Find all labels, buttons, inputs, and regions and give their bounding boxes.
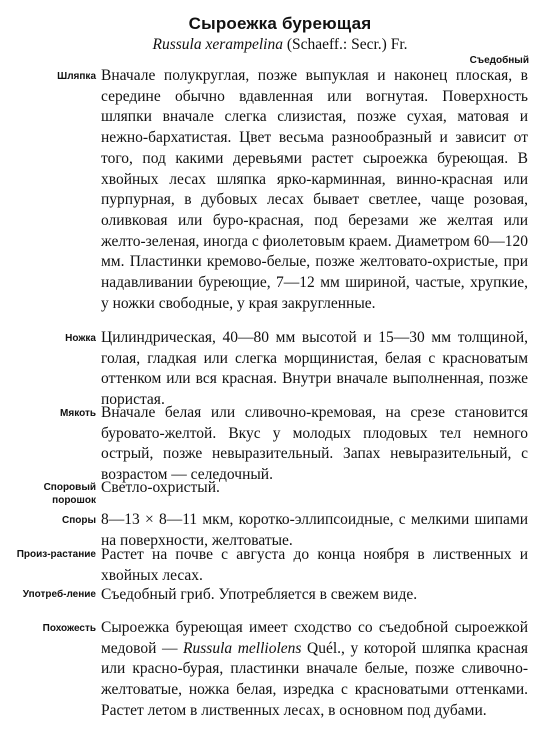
species-title: Сыроежка буреющая	[188, 14, 372, 33]
section-label: Споровый порошок	[43, 482, 96, 506]
section-text: Растет на почве с августа до конца ноября в лиственных и хвойных лесах.	[101, 546, 528, 584]
section-label: Мякоть	[60, 408, 96, 419]
section-text	[101, 618, 528, 722]
section-text: Съедобный гриб. Употребляется в свежем виде.	[101, 586, 418, 603]
section-text: Светло-охристый.	[101, 479, 220, 496]
latin-authority: (Schaeff.: Secr.) Fr.	[282, 36, 408, 53]
section-label: Шляпка	[57, 71, 96, 82]
similar-species-latin: Russula melliolens	[183, 639, 302, 657]
section-text: Вначале белая или сливочно-кремовая, на срезе становится буровато-желтой. Вкус у молодых плодовых тел немного острый, позже невыразительный. Запах невыразительный, с возрастом — селедочный.	[101, 404, 528, 484]
section-text: Вначале полукруглая, позже выпуклая и наконец плоская, в середине обычно вдавленная или вогнутая. Поверхность шляпки вначале слегка слизистая, позже сухая, матовая и нежно-бархатистая. Цвет весьма разнообразный и зависит от того, под какими деревьями растет сыроежка буреющая. В хвойных лесах шляпка ярко-карминная, винно-красная или пурпурная, в дубовых лесах бывает светлее, чаще розовая, оливковая или буро-красная, под березами же желтая или желто-зеленая, иногда с фиолетовым краем. Диаметром 60—120 мм. Пластинки кремово-белые, позже желтовато-охристые, при надавливании буреющие, 7—12 мм шириной, частые, хрупкие, у ножки свободные, у края закругленные.	[101, 67, 528, 312]
section-text: Цилиндрическая, 40—80 мм высотой и 15—30 мм толщиной, голая, гладкая или слегка морщинистая, белая с красноватым оттенком или вся красная. Внутри вначале выполненная, позже пористая.	[101, 329, 528, 409]
section-label: Употреб-ление	[22, 589, 96, 600]
latin-name-line	[0, 36, 560, 54]
section-label: Произ-растание	[16, 549, 96, 560]
edibility-tag: Съедобный	[469, 55, 529, 66]
similarity-text-after: Quél., у которой шляпка красная или красно-бурая, пластинки вначале белые, позже сливочно-желтоватые, ножка белая, изредка с красноватыми оттенками. Растет летом в лиственных лесах, в основном под дубами.	[101, 639, 528, 719]
section-label: Похожесть	[42, 623, 96, 634]
similarity-text-before: Сыроежка буреющая имеет сходство со съедобной сыроежкой медовой —	[101, 619, 528, 657]
section-text: 8—13 × 8—11 мкм, коротко-эллипсоидные, с мелкими шипами на поверхности, желтоватые.	[101, 511, 528, 549]
section-label: Споры	[61, 515, 96, 526]
section-label: Ножка	[65, 333, 96, 344]
latin-name: Russula xerampelina	[152, 36, 283, 53]
